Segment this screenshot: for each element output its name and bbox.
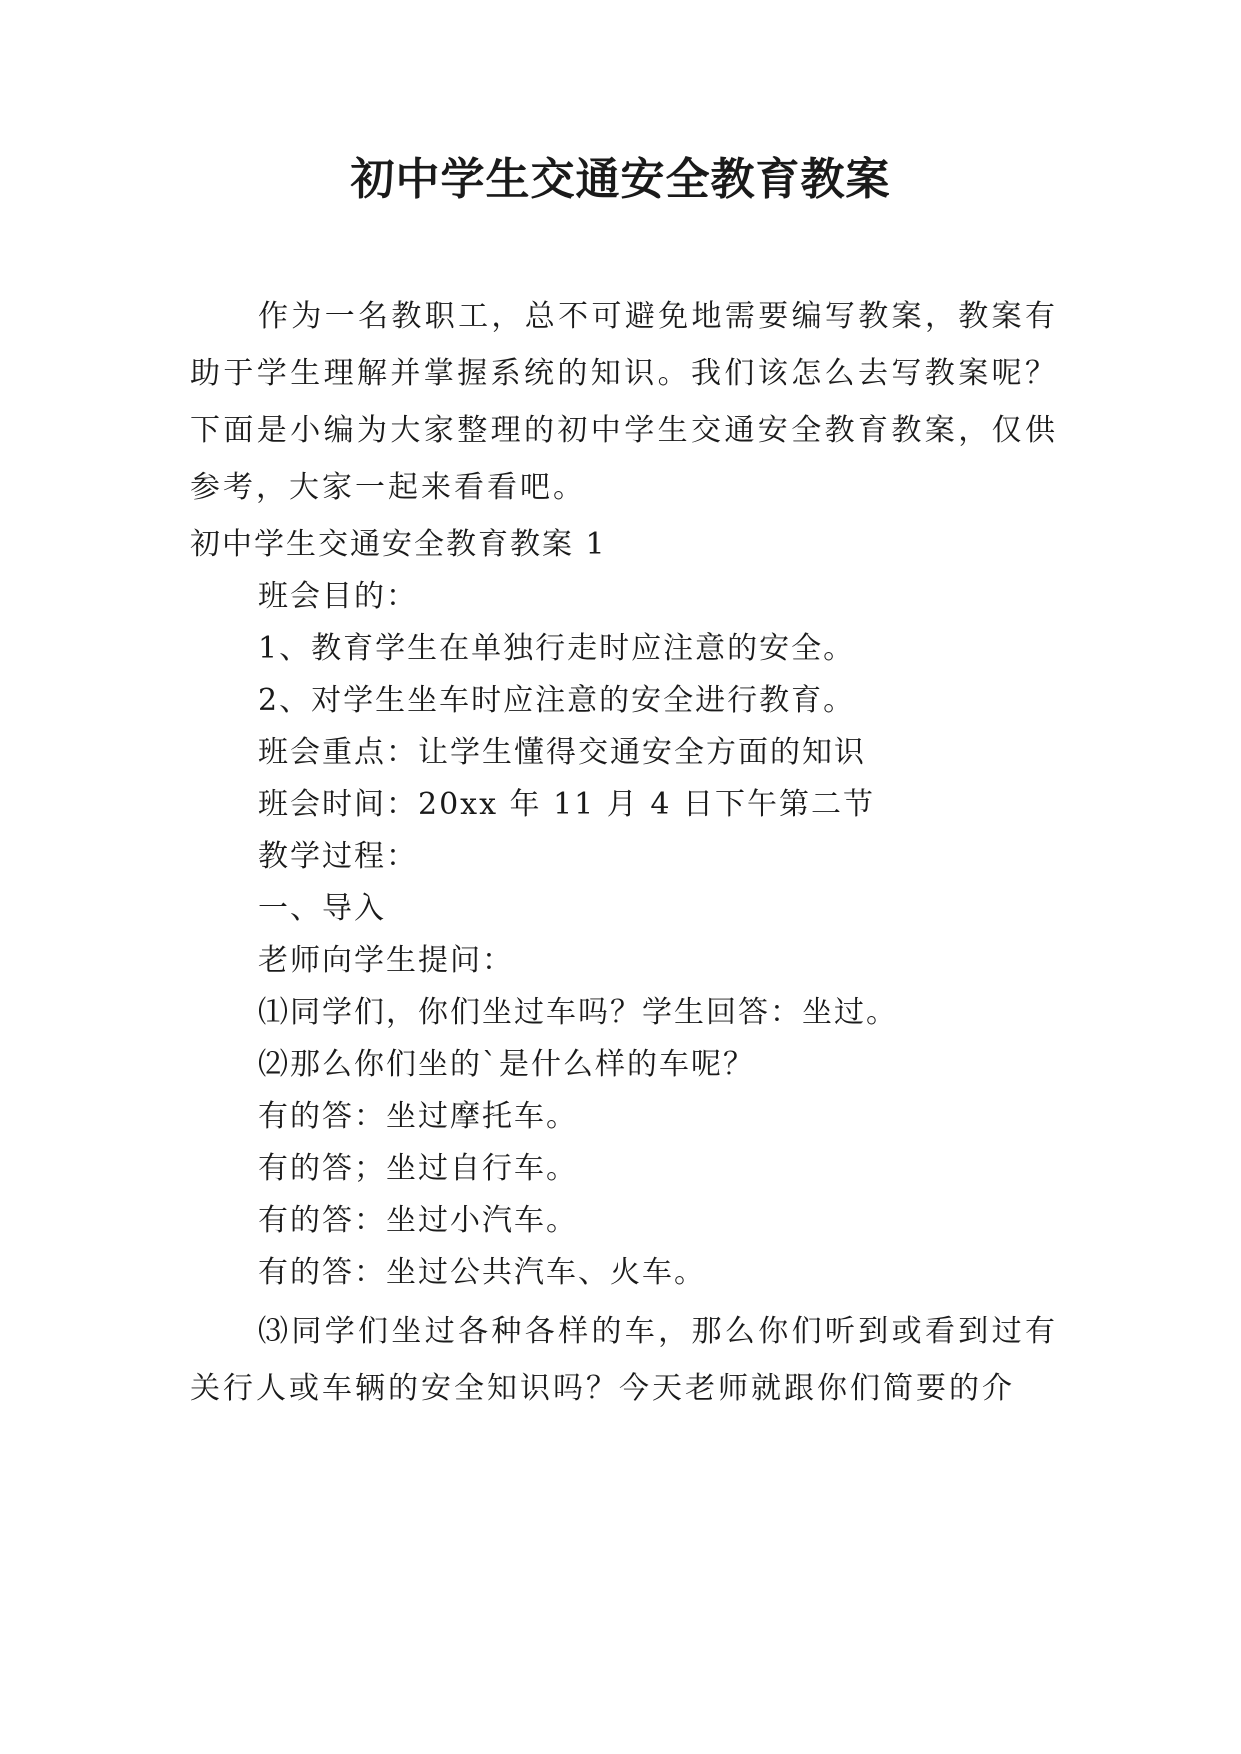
text-line: 班会重点：让学生懂得交通安全方面的知识 (258, 735, 866, 770)
text-line: 1、教育学生在单独行走时应注意的安全。 (258, 631, 856, 666)
text-line: 有的答：坐过公共汽车、火车。 (258, 1255, 706, 1290)
text-line: 2、对学生坐车时应注意的安全进行教育。 (258, 683, 856, 718)
text-line: 教学过程： (258, 839, 418, 874)
text-line: 班会目的： (258, 579, 418, 614)
section-heading: 初中学生交通安全教育教案 1 (190, 527, 607, 562)
intro-paragraph: 作为一名教职工，总不可避免地需要编写教案，教案有助于学生理解并掌握系统的知识。我们该怎么去写教案呢？下面是小编为大家整理的初中学生交通安全教育教案，仅供参考，大家一起来看看吧。 (190, 299, 1058, 505)
text-line: 有的答：坐过摩托车。 (258, 1099, 578, 1134)
text-line: 有的答：坐过小汽车。 (258, 1203, 578, 1238)
document-title: 初中学生交通安全教育教案 (350, 154, 891, 205)
text-line: ⑴同学们，你们坐过车吗？学生回答：坐过。 (258, 995, 898, 1030)
text-line: 有的答；坐过自行车。 (258, 1151, 578, 1186)
text-line: 老师向学生提问： (258, 943, 514, 978)
text-line: ⑵那么你们坐的`是什么样的车呢？ (258, 1047, 755, 1082)
text-line: 班会时间：20xx 年 11 月 4 日下午第二节 (258, 787, 875, 822)
text-line: 一、导入 (258, 891, 386, 926)
closing-paragraph: ⑶同学们坐过各种各样的车，那么你们听到或看到过有关行人或车辆的安全知识吗？今天老师就跟你们简要的介 (190, 1314, 1058, 1406)
